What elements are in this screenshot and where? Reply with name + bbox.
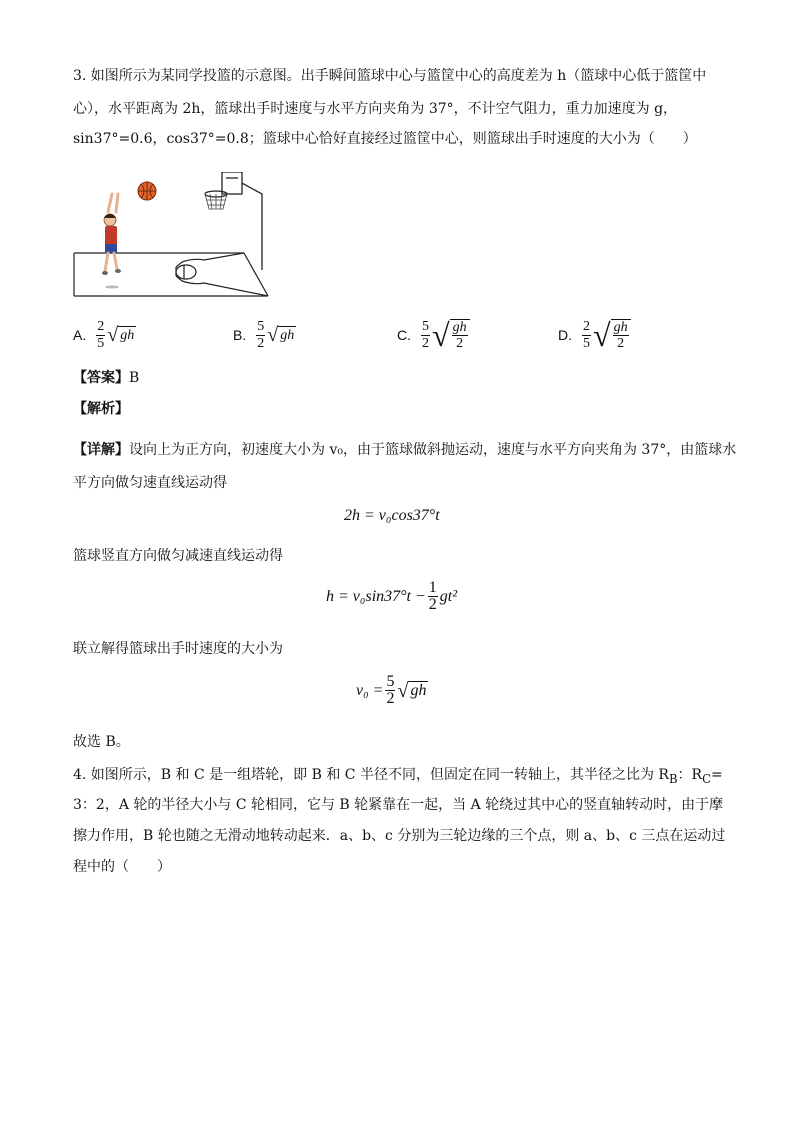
- option-d[interactable]: [558, 313, 631, 357]
- q4-stem-line-2: 3：2，A 轮的半径大小与 C 轮相同，它与 B 轮紧靠在一起，当 A 轮绕过其中心的竖直轴转动时，由于摩: [73, 797, 724, 813]
- option-c-sqrt: √ gh 2: [432, 317, 470, 353]
- detail-text-1: 设向上为正方向，初速度大小为 v₀，由于篮球做斜抛运动，速度与水平方向夹角为 37°，由篮球水: [129, 442, 737, 458]
- option-b-label: B.: [233, 327, 247, 343]
- answer-line: [73, 368, 139, 388]
- option-b-sqrt: √ gh: [267, 324, 295, 346]
- q4-stem-line-3: 擦力作用，B 轮也随之无滑动地转动起来．a、b、c 分别为三轮边缘的三个点，则 a、b、c 三点在运动过: [73, 828, 726, 844]
- option-c-label: C.: [397, 327, 411, 343]
- detail-line-2: 平方向做匀速直线运动得: [73, 475, 227, 491]
- detail-line-4: 联立解得篮球出手时速度的大小为: [73, 641, 283, 657]
- basketball-shot-figure: [72, 172, 272, 302]
- detail-tag: 【详解】: [73, 442, 129, 458]
- option-d-sqrt: √ gh 2: [593, 317, 631, 353]
- answer-value: B: [129, 370, 140, 386]
- option-a-fraction: $\frac{2}{5}$: [97, 318, 105, 351]
- option-c-fraction: $\frac{5}{2}$: [422, 318, 429, 351]
- q4-stem-line-4: 程中的（ ）: [73, 859, 171, 875]
- option-a-sqrt: √ gh: [107, 324, 135, 346]
- option-d-label: D.: [558, 327, 572, 343]
- option-a[interactable]: [73, 313, 136, 357]
- option-a-label: A.: [73, 327, 87, 343]
- basketball-icon: [138, 182, 156, 200]
- q3-stem-line-1: 3. 如图所示为某同学投篮的示意图。出手瞬间篮球中心与篮筐中心的高度差为 h（篮球中心低于篮筐中: [73, 68, 707, 84]
- option-b[interactable]: [233, 313, 296, 357]
- option-b-fraction: $\frac{5}{2}$: [257, 318, 265, 351]
- option-d-fraction: $\frac{2}{5}$: [583, 318, 590, 351]
- answer-tag: 【答案】: [73, 370, 129, 386]
- detail-line-1: [73, 440, 736, 460]
- equation-result: v₀ = $\frac{5}{2}$ √ gh: [356, 673, 427, 707]
- player-icon: [102, 194, 121, 289]
- q3-stem-line-3: sin37°=0.6，cos37°=0.8；篮球中心恰好直接经过篮筐中心，则篮球出手时速度的大小为（ ）: [73, 131, 697, 147]
- option-c[interactable]: [397, 313, 470, 357]
- detail-line-3: 篮球竖直方向做匀减速直线运动得: [73, 548, 283, 564]
- equation-vertical: h = v₀sin37°t − $\frac{1}{2}$ gt²: [326, 579, 458, 613]
- detail-line-5: 故选 B。: [73, 734, 130, 750]
- q4-stem-line-1: 4. 如图所示，B 和 C 是一组塔轮，即 B 和 C 半径不同，但固定在同一转轴上，其半径之比为 $R_B$：$R_C=$: [73, 767, 723, 786]
- analysis-tag: 【解析】: [73, 401, 129, 417]
- equation-horizontal: 2h = v₀cos37°t: [344, 507, 440, 524]
- q3-stem-line-2: 心），水平距离为 2h，篮球出手时速度与水平方向夹角为 37°，不计空气阻力，重力加速度为 g，: [73, 101, 678, 117]
